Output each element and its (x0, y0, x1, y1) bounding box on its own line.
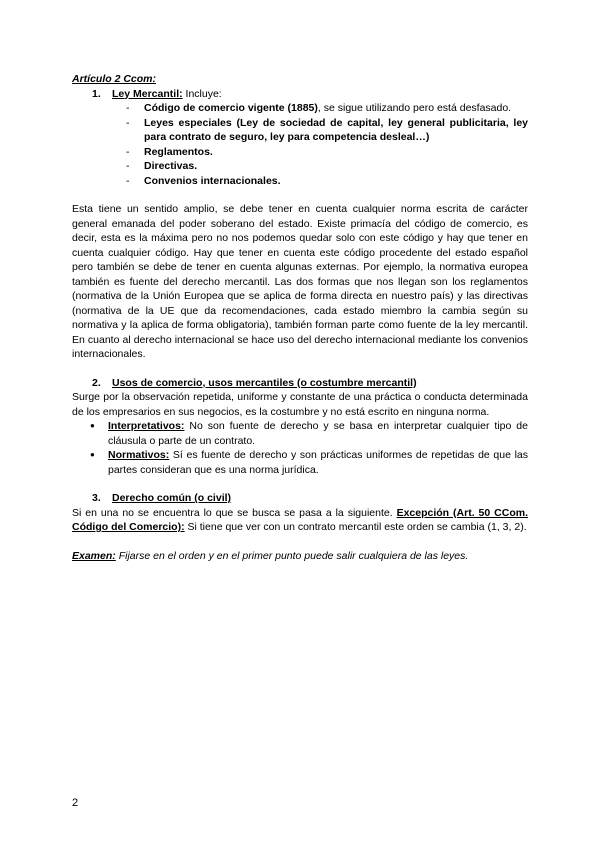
section-2-paragraph: Surge por la observación repetida, uniforme y constante de una práctica o conducta determinada de los empresarios en sus negocios, es la costumbre y no está escrito en ninguna norma. (72, 391, 528, 418)
list-item-bold: Código de comercio vigente (1885) (144, 102, 318, 114)
section-2-number: 2. (92, 376, 101, 389)
section-1-number: 1. (92, 87, 101, 100)
list-item-label: Interpretativos: (108, 420, 185, 432)
list-item-text: No son fuente de derecho y se basa en interpretar cualquier tipo de cláusula o parte de un contrato. (108, 420, 528, 447)
list-item-label: Normativos: (108, 449, 170, 461)
list-item (90, 448, 528, 477)
section-1-title: Ley Mercantil: (112, 87, 183, 100)
list-item (126, 145, 528, 160)
list-item (90, 419, 528, 448)
list-item-bold: Directivas. (144, 160, 198, 172)
document-page (72, 72, 528, 563)
section-1-paragraph: Esta tiene un sentido amplio, se debe tener en cuenta cualquier norma escrita de carácter general emanada del poder soberano del estado. Existe primacía del código de comercio, es decir, esta es la máxima pero no nos podemos quedar solo con este código y hay que tener en cuenta cualquier código. Hay que tener en cuenta este código procedente del estado español pero también se debe de tener en cuenta algunas externas. Por ejemplo, la normativa europea también es fuente del derecho mercantil. Las dos formas que nos llegan son los reglamentos (normativa de la Unión Europea que se aplica de forma directa en nuestro país) y las directivas (normativa de la UE que da recomendaciones, cada estado miembro la cambia según su normativa y la aplica de forma obligatoria), también forman parte como fuente de la ley mercantil. En cuanto al derecho internacional se hace uso del derecho internacional mediante los convenios internacionales. (72, 203, 528, 360)
list-item (126, 101, 528, 116)
section-3-text-after: Si tiene que ver con un contrato mercantil este orden se cambia (1, 3, 2). (184, 521, 527, 533)
section-3-heading (72, 491, 528, 506)
article-title: Artículo 2 Ccom: (72, 73, 157, 85)
section-3-title: Derecho común (o civil) (112, 492, 232, 504)
section-2-heading (72, 376, 528, 391)
section-3-number: 3. (92, 492, 101, 504)
list-item-text: Sí es fuente de derecho y son prácticas uniformes de repetidas de que las partes consideran que es una norma jurídica. (108, 449, 528, 476)
list-item-bold: Leyes especiales (Ley de sociedad de capital, ley general publicitaria, ley para contrato de seguro, ley para competencia desleal…) (144, 116, 528, 143)
section-1-heading (72, 87, 528, 102)
section-2-list (72, 419, 528, 477)
list-item-bold: Convenios internacionales. (144, 174, 281, 187)
exam-text: Fijarse en el orden y en el primer punto puede salir cualquiera de las leyes. (115, 549, 469, 562)
list-item-bold: Reglamentos. (144, 145, 213, 158)
exam-label: Examen: (72, 549, 116, 562)
list-item-text: , se sigue utilizando pero está desfasado. (317, 102, 512, 114)
section-3-paragraph (72, 506, 528, 535)
section-1-intro: Incluye: (182, 87, 222, 100)
section-1-list (72, 101, 528, 188)
list-item (126, 116, 528, 145)
section-2-title: Usos de comercio, usos mercantiles (o costumbre mercantil) (112, 376, 417, 389)
list-item (126, 159, 528, 174)
page-number: 2 (72, 797, 79, 809)
section-3-exception: Excepción (Art. 50 CCom. Código del Comercio): (72, 506, 528, 533)
list-item (126, 174, 528, 189)
exam-note (72, 549, 528, 564)
section-3-text-before: Si en una no se encuentra lo que se busca se pasa a la siguiente. (72, 506, 397, 519)
